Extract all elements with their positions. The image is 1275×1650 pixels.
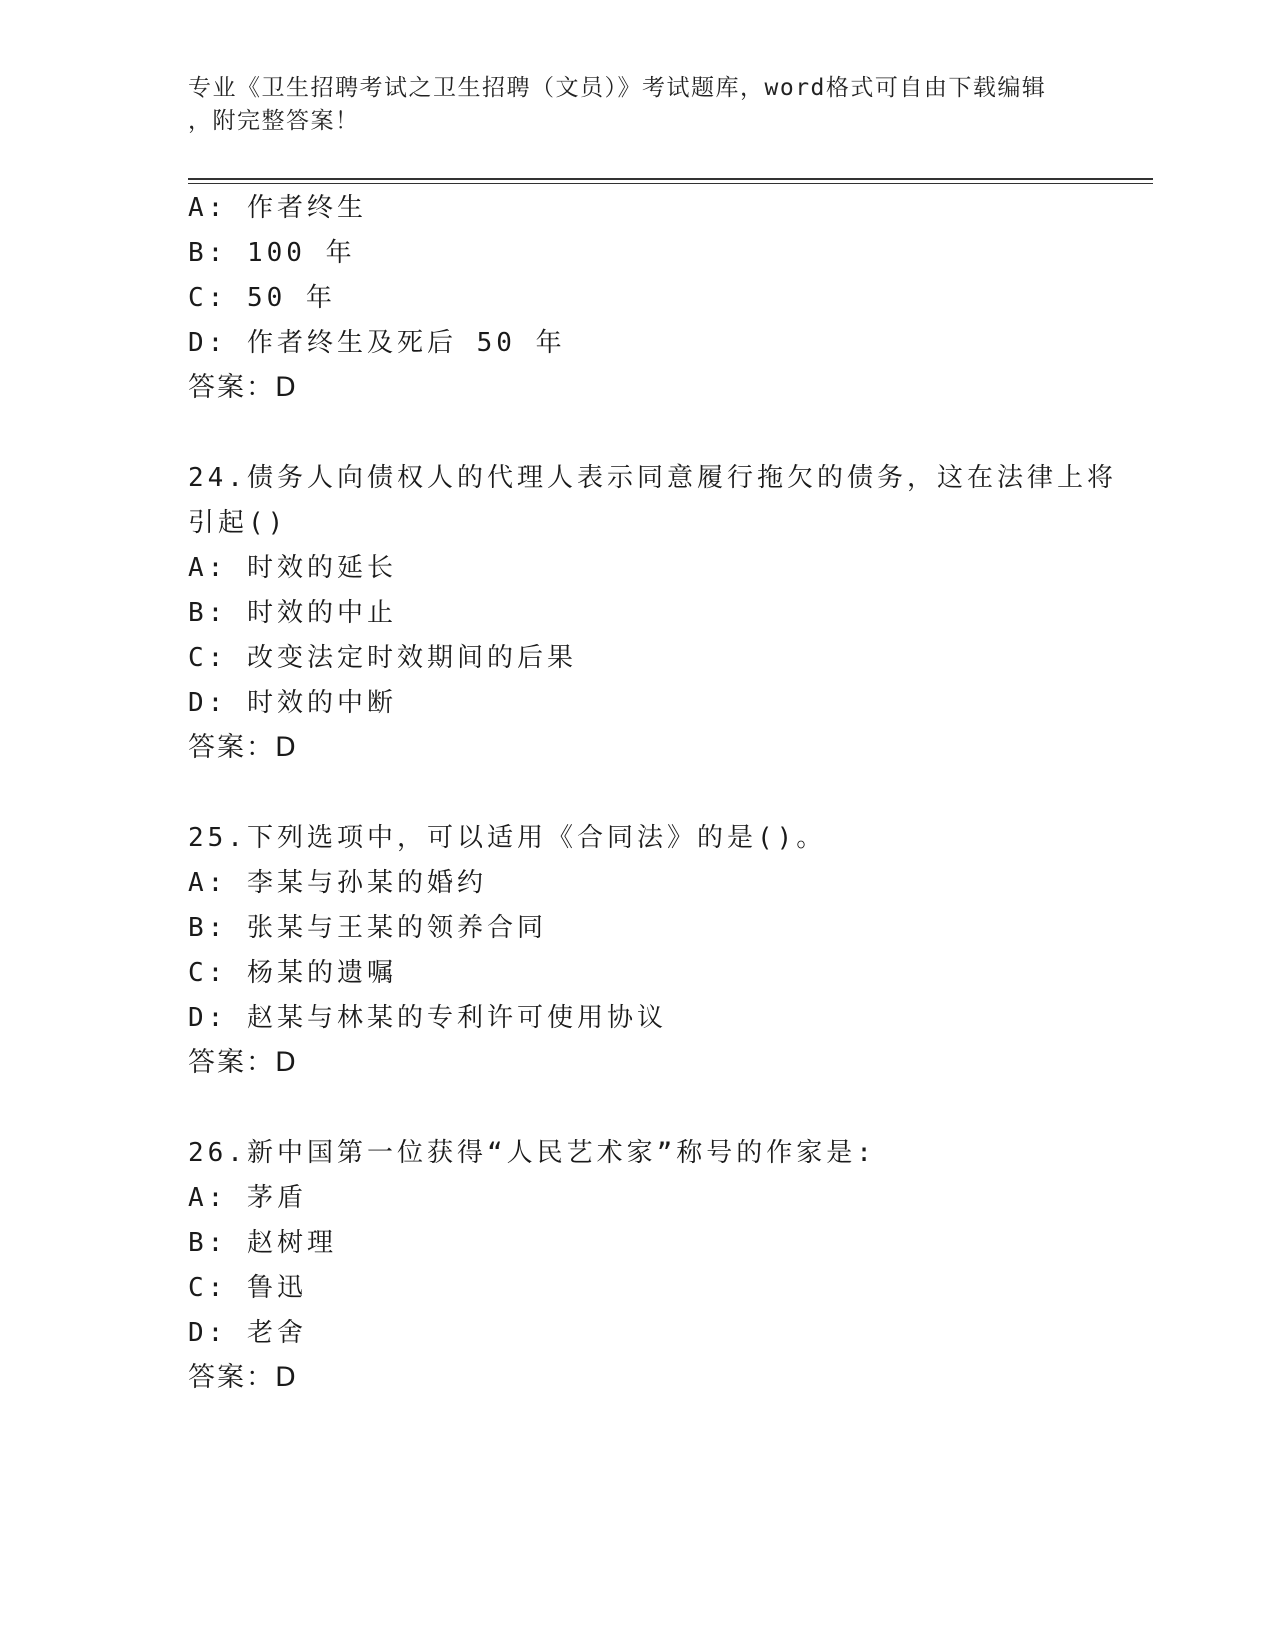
q24-option-a: A: 时效的延长 <box>188 553 397 583</box>
q24-option-c: C: 改变法定时效期间的后果 <box>188 643 577 673</box>
q26-stem-line-1: 26.新中国第一位获得“人民艺术家”称号的作家是: <box>188 1138 876 1168</box>
q26-answer: 答案：D <box>188 1362 298 1393</box>
q26-option-b: B: 赵树理 <box>188 1228 337 1258</box>
q23-answer: 答案：D <box>188 372 298 403</box>
q24-stem-line-1: 24.债务人向债权人的代理人表示同意履行拖欠的债务，这在法律上将 <box>188 463 1117 493</box>
q23-option-c: C: 50 年 <box>188 283 336 313</box>
q23-option-b: B: 100 年 <box>188 238 356 268</box>
q26-option-a: A: 茅盾 <box>188 1183 307 1213</box>
q26-option-d: D: 老舍 <box>188 1318 307 1348</box>
q24-stem-line-2: 引起() <box>188 508 288 538</box>
q24-option-b: B: 时效的中止 <box>188 598 397 628</box>
q24-option-d: D: 时效的中断 <box>188 688 397 718</box>
q25-stem-line-1: 25.下列选项中，可以适用《合同法》的是()。 <box>188 823 827 853</box>
header-line-1: 专业《卫生招聘考试之卫生招聘（文员）》考试题库，word格式可自由下载编辑 <box>188 75 1047 101</box>
q24-answer: 答案：D <box>188 732 298 763</box>
header-divider-thin <box>188 183 1153 184</box>
q25-option-c: C: 杨某的遗嘱 <box>188 958 397 988</box>
q23-option-a: A: 作者终生 <box>188 193 367 223</box>
q25-option-d: D: 赵某与林某的专利许可使用协议 <box>188 1003 667 1033</box>
q23-option-d: D: 作者终生及死后 50 年 <box>188 328 566 358</box>
q25-option-b: B: 张某与王某的领养合同 <box>188 913 547 943</box>
q25-option-a: A: 李某与孙某的婚约 <box>188 868 487 898</box>
q25-answer: 答案：D <box>188 1047 298 1078</box>
document-header <box>188 72 1088 138</box>
q26-option-c: C: 鲁迅 <box>188 1273 307 1303</box>
header-line-2: ，附完整答案！ <box>188 108 360 134</box>
header-divider-thick <box>188 178 1153 180</box>
